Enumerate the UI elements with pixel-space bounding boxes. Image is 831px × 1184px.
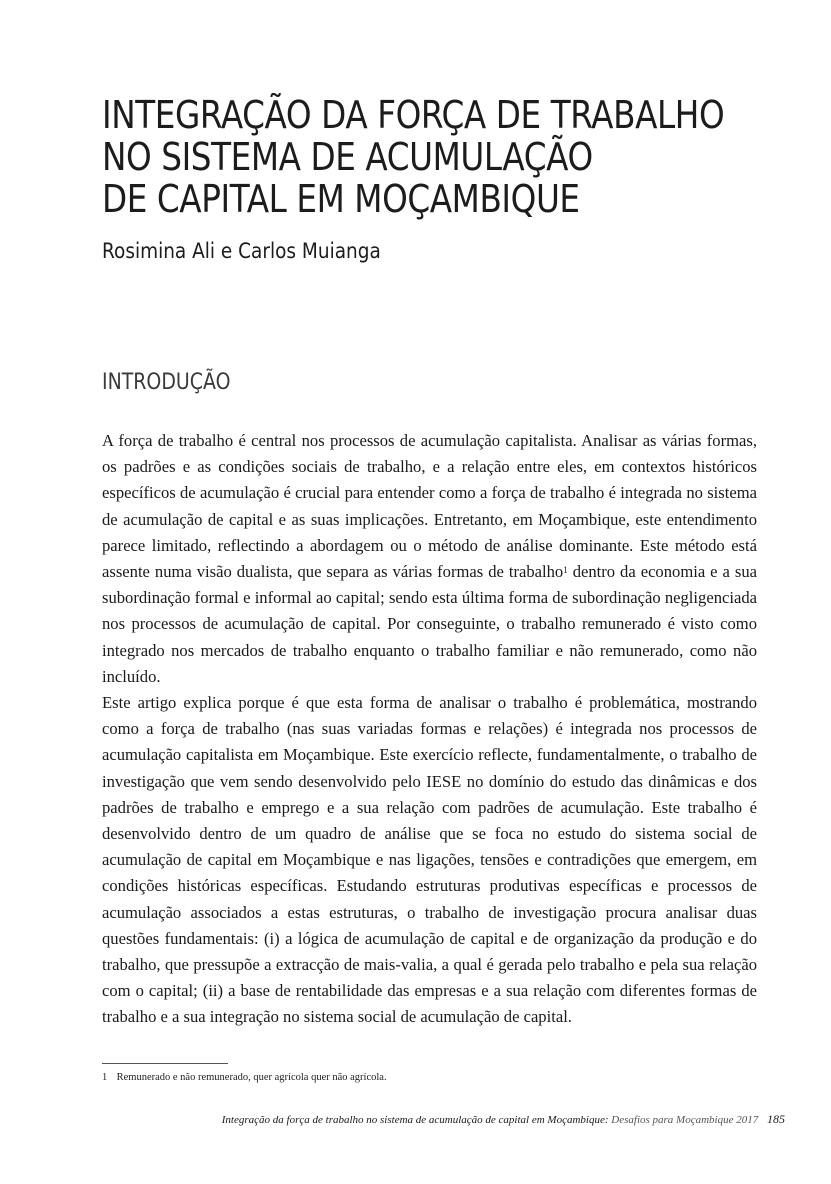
article-title [102, 93, 725, 221]
footnote-divider [102, 1063, 228, 1064]
footnote-number: 1 [102, 1072, 108, 1083]
title-line-2: NO SISTEMA DE ACUMULAÇÃO [102, 135, 593, 179]
paragraph-1-text-a: A força de trabalho é central nos processos de acumulação capitalista. Analisar as várias formas, os padrões e as condições sociais de trabalho, e a relação entre eles, em contextos históricos específicos de acumulação é crucial para entender como a força de trabalho é integrada no sistema de acumulação de capital e as suas implicações. Entretanto, em Moçambique, este entendimento parece limitado, reflectindo a abordagem ou o método de análise dominante. Este método está assente numa visão dualista, que separa as várias formas de trabalho [102, 431, 757, 582]
running-footer: Integração da força de trabalho no sistema de acumulação de capital em Moçambique: Desafios para Moçambique 2017 185 [221, 1112, 785, 1126]
title-line-3: DE CAPITAL EM MOÇAMBIQUE [102, 177, 580, 221]
footer-series: Desafios para Moçambique 2017 [611, 1114, 759, 1126]
body-text [102, 428, 757, 1031]
author-line: Rosimina Ali e Carlos Muianga [102, 239, 381, 263]
paragraph-1 [102, 428, 757, 690]
footer-article-title: Integração da força de trabalho no sistema de acumulação de capital em Moçambique [221, 1114, 605, 1126]
paragraph-1-text-b: dentro da economia e a sua subordinação formal e informal ao capital; sendo esta última forma de subordinação negligenciada nos processos de acumulação de capital. Por conseguinte, o trabalho remunerado é visto como integrado nos mercados de trabalho enquanto o trabalho familiar e não remunerado, como não incluído. [102, 562, 757, 686]
footnote-text: Remunerado e não remunerado, quer agrícola quer não agrícola. [116, 1072, 387, 1083]
paragraph-2: Este artigo explica porque é que esta forma de analisar o trabalho é problemática, mostrando como a força de trabalho (nas suas variadas formas e relações) é integrada nos processos de acumulação capitalista em Moçambique. Este exercício reflecte, fundamentalmente, o trabalho de investigação que vem sendo desenvolvido pelo IESE no domínio do estudo das dinâmicas e dos padrões de trabalho e emprego e a sua relação com padrões de acumulação. Este trabalho é desenvolvido dentro de um quadro de análise que se foca no estudo do sistema social de acumulação de capital em Moçambique e nas ligações, tensões e contradições que emergem, em condições históricas específicas. Estudando estruturas produtivas específicas e processos de acumulação associados a estas estruturas, o trabalho de investigação procura analisar duas questões fundamentais: (i) a lógica de acumulação de capital e de organização da produção e do trabalho, que pressupõe a extracção de mais-valia, a qual é gerada pelo trabalho e pela sua relação com o capital; (ii) a base de rentabilidade das empresas e a sua relação com diferentes formas de trabalho e a sua integração no sistema social de acumulação de capital. [102, 693, 757, 1027]
footnote [102, 1072, 387, 1083]
section-heading: INTRODUÇÃO [102, 370, 231, 395]
title-line-1: INTEGRAÇÃO DA FORÇA DE TRABALHO [102, 93, 725, 137]
page-number: 185 [767, 1112, 785, 1126]
footnote-reference[interactable]: 1 [563, 565, 568, 576]
